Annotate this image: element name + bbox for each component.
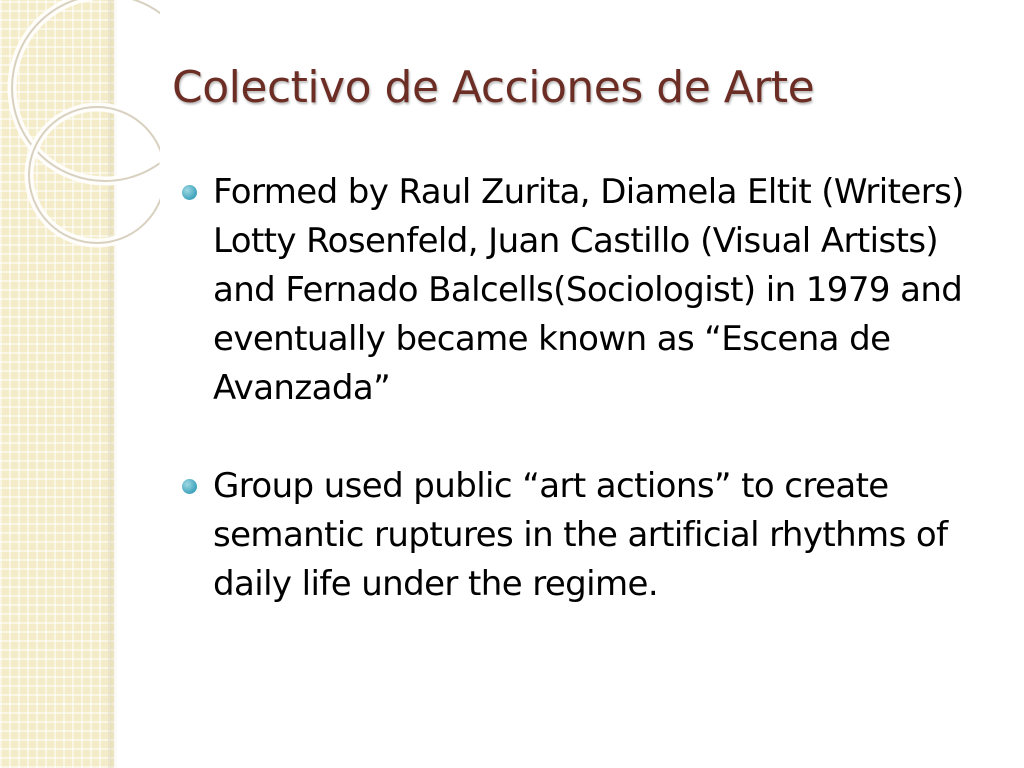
bullet-item [182,168,994,413]
bullet-list [182,168,994,609]
slide-title: Colectivo de Acciones de Arte [172,62,815,113]
bullet-item [182,462,994,609]
bullet-dot-icon [182,185,197,200]
bullet-dot-icon [182,479,197,494]
decorative-rings [0,0,160,300]
bullet-text: Group used public “art actions” to create semantic ruptures in the artificial rhythms of daily life under the regime. [213,466,948,604]
bullet-text: Formed by Raul Zurita, Diamela Eltit (Writers) Lotty Rosenfeld, Juan Castillo (Visual Artists) and Fernado Balcells(Sociologist) in 1979 and eventually became known as “Escena de Avanzada” [213,172,964,408]
